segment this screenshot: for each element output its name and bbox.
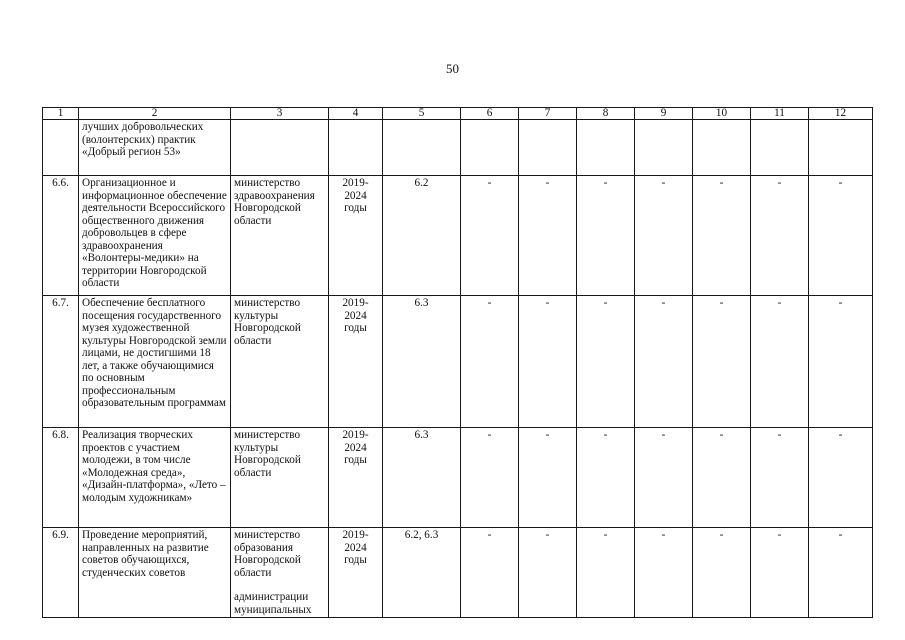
value-cell: - [577, 296, 635, 428]
period-cell: 2019-2024 годы [329, 296, 383, 428]
page-number: 50 [446, 61, 459, 76]
value-cell [751, 120, 809, 176]
value-cell: - [693, 428, 751, 528]
value-cell [519, 120, 577, 176]
executor-cell [231, 176, 329, 296]
header-cell: 11 [751, 108, 809, 120]
value-cell: - [751, 528, 809, 618]
value-cell: - [519, 428, 577, 528]
value-cell: - [519, 296, 577, 428]
value-cell: - [577, 176, 635, 296]
value-cell [577, 120, 635, 176]
value-cell: - [809, 528, 873, 618]
table-row [43, 528, 873, 618]
value-cell: - [461, 528, 519, 618]
value-cell: - [809, 428, 873, 528]
header-cell: 4 [329, 108, 383, 120]
header-cell: 1 [43, 108, 79, 120]
value-cell [461, 120, 519, 176]
header-cell: 2 [79, 108, 231, 120]
table-row [43, 120, 873, 176]
value-cell: - [577, 428, 635, 528]
value-cell: - [635, 428, 693, 528]
indicator-link-cell: 6.3 [383, 296, 461, 428]
value-cell: - [751, 176, 809, 296]
value-cell: - [577, 528, 635, 618]
indicator-link-cell: 6.2 [383, 176, 461, 296]
row-number-cell [43, 120, 79, 176]
indicator-link-cell [383, 120, 461, 176]
executor-text: министерство культуры Новгородской области [234, 297, 301, 347]
row-number-cell: 6.9. [43, 528, 79, 618]
value-cell: - [461, 176, 519, 296]
value-cell [809, 120, 873, 176]
header-row [43, 108, 873, 120]
value-cell [635, 120, 693, 176]
value-cell: - [693, 528, 751, 618]
value-cell: - [809, 176, 873, 296]
value-cell: - [635, 528, 693, 618]
period-cell: 2019-2024 годы [329, 428, 383, 528]
indicator-link-cell: 6.3 [383, 428, 461, 528]
period-cell: 2019-2024 годы [329, 176, 383, 296]
executor-cell [231, 528, 329, 618]
value-cell: - [519, 176, 577, 296]
period-cell: 2019-2024 годы [329, 528, 383, 618]
header-cell: 12 [809, 108, 873, 120]
row-number-cell: 6.7. [43, 296, 79, 428]
executor-cell [231, 296, 329, 428]
executor-extra-text: администрации муниципальных [234, 591, 312, 616]
event-name-cell: Организационное и информационное обеспечение деятельности Всероссийского общественного движения добровольцев в сфере здравоохранения «Волонтеры-медики» на территории Новгородской области [79, 176, 231, 296]
header-cell: 8 [577, 108, 635, 120]
period-cell [329, 120, 383, 176]
value-cell: - [635, 176, 693, 296]
executor-text: министерство здравоохранения Новгородской области [234, 177, 315, 227]
value-cell: - [519, 528, 577, 618]
event-name-cell: Реализация творческих проектов с участием молодежи, в том числе «Молодежная среда», «Дизайн-платформа», «Лето – молодым художникам» [79, 428, 231, 528]
indicator-link-cell: 6.2, 6.3 [383, 528, 461, 618]
header-cell: 3 [231, 108, 329, 120]
header-cell: 10 [693, 108, 751, 120]
executor-text: министерство культуры Новгородской области [234, 429, 301, 479]
header-cell: 9 [635, 108, 693, 120]
executor-cell [231, 428, 329, 528]
value-cell: - [461, 296, 519, 428]
table-row [43, 296, 873, 428]
header-cell: 6 [461, 108, 519, 120]
value-cell: - [635, 296, 693, 428]
value-cell [693, 120, 751, 176]
program-table [42, 107, 873, 618]
value-cell: - [751, 296, 809, 428]
event-name-cell: лучших добровольческих (волонтерских) практик «Добрый регион 53» [79, 120, 231, 176]
table-body [43, 120, 873, 618]
value-cell: - [751, 428, 809, 528]
table-row [43, 428, 873, 528]
executor-cell [231, 120, 329, 176]
header-cell: 7 [519, 108, 577, 120]
value-cell: - [461, 428, 519, 528]
value-cell: - [693, 176, 751, 296]
table-row [43, 176, 873, 296]
header-cell: 5 [383, 108, 461, 120]
row-number-cell: 6.8. [43, 428, 79, 528]
executor-text: министерство образования Новгородской области [234, 529, 301, 579]
event-name-cell: Проведение мероприятий, направленных на развитие советов обучающихся, студенческих советов [79, 528, 231, 618]
value-cell: - [809, 296, 873, 428]
event-name-cell: Обеспечение бесплатного посещения государственного музея художественной культуры Новгородской земли лицами, не достигшими 18 лет, а также обучающимися по основным профессиональным образовательным программам [79, 296, 231, 428]
value-cell: - [693, 296, 751, 428]
row-number-cell: 6.6. [43, 176, 79, 296]
